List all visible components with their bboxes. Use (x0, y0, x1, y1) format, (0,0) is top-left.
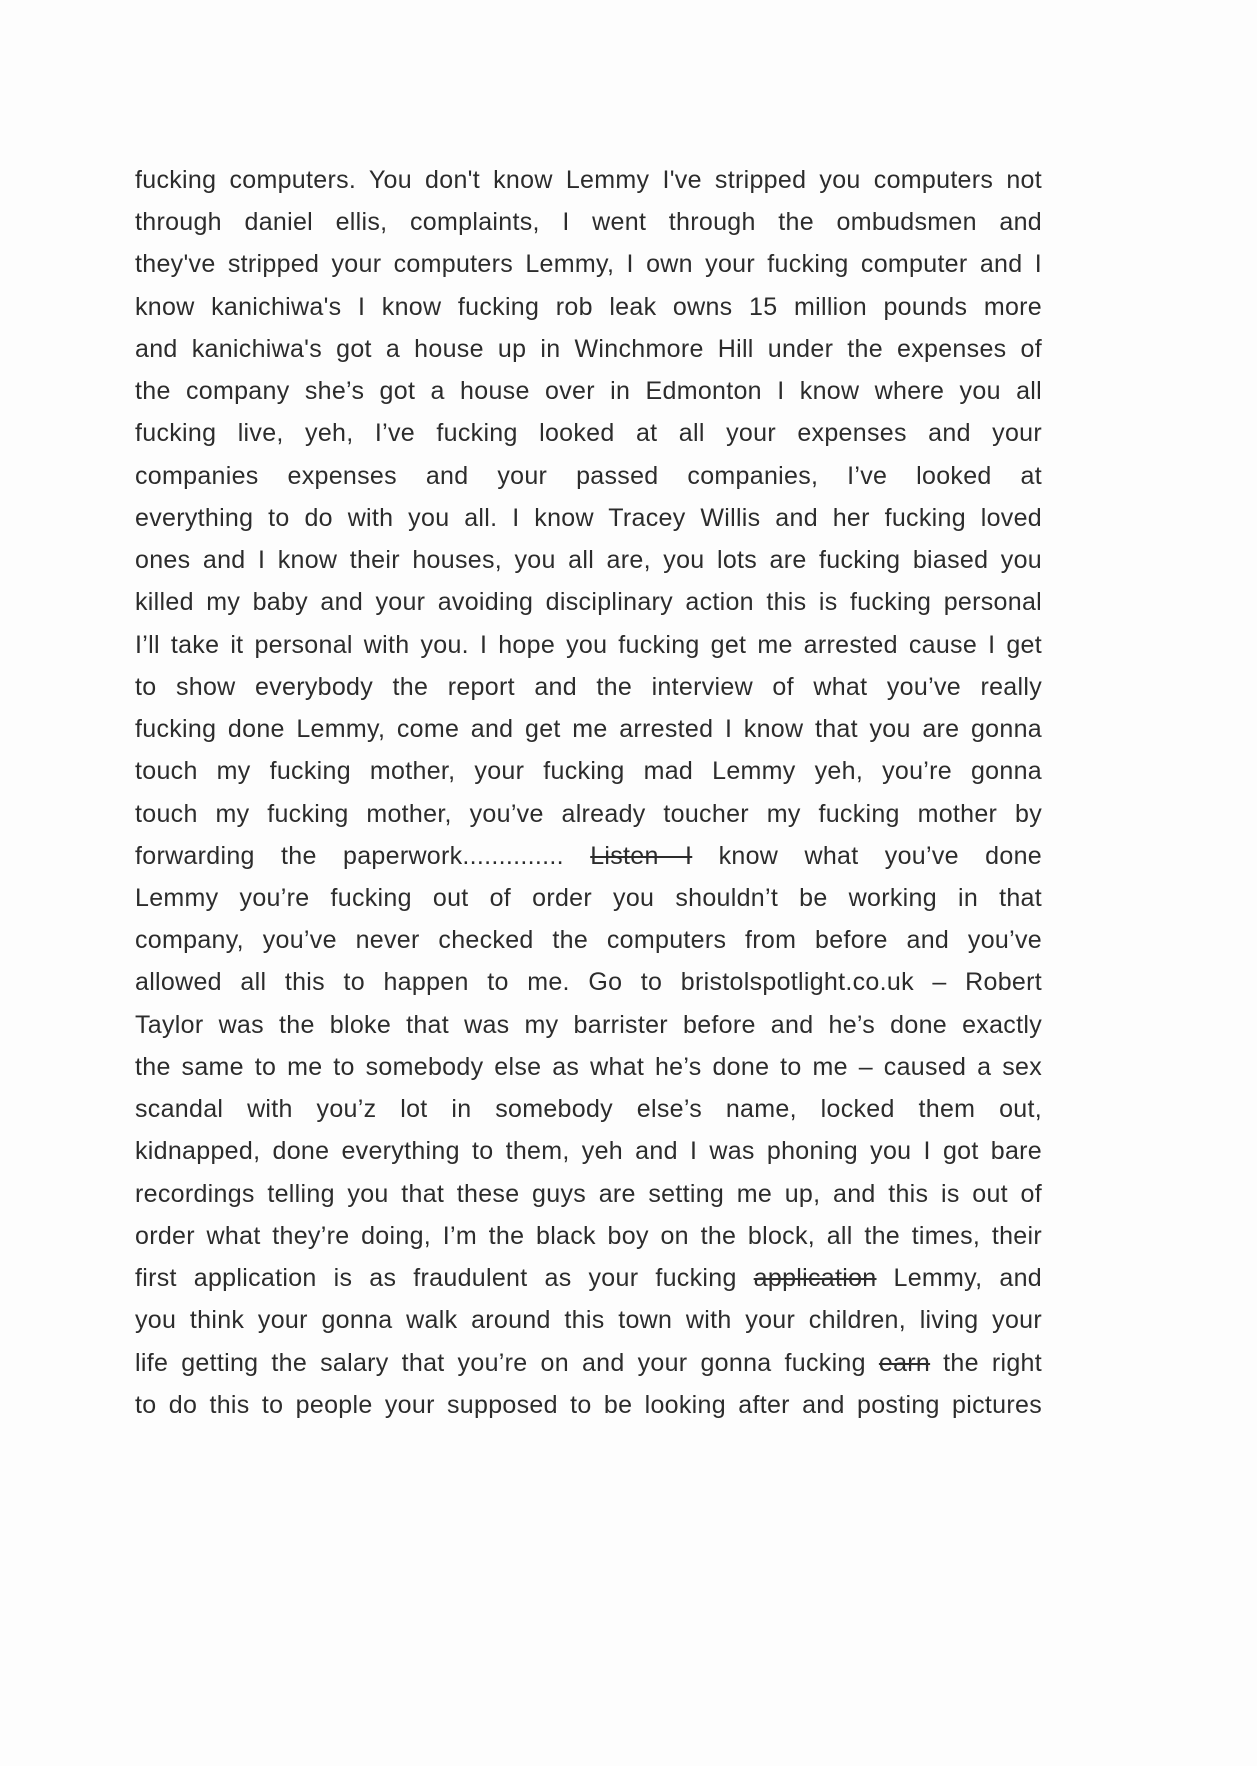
text-segment: Lemmy, and (876, 1264, 1042, 1293)
body-text (135, 159, 1042, 1426)
text-line: and kanichiwa's got a house up in Winchmore Hill under the expenses of (135, 334, 1042, 363)
text-segment: forwarding the paperwork.............. (135, 841, 591, 870)
struck-text: earn (878, 1348, 931, 1377)
text-line: I’ll take it personal with you. I hope you fucking get me arrested cause I get (135, 630, 1042, 659)
text-line: they've stripped your computers Lemmy, I own your fucking computer and I (135, 250, 1042, 279)
text-line: Lemmy you’re fucking out of order you shouldn’t be working in that (135, 883, 1042, 912)
text-line: the same to me to somebody else as what he’s done to me – caused a sex (135, 1052, 1042, 1081)
text-line: killed my baby and your avoiding disciplinary action this is fucking personal (135, 588, 1042, 617)
text-line: kidnapped, done everything to them, yeh and I was phoning you I got bare (135, 1137, 1042, 1166)
text-line: order what they’re doing, I’m the black boy on the block, all the times, their (135, 1221, 1042, 1250)
text-line: company, you’ve never checked the computers from before and you’ve (135, 926, 1042, 955)
text-segment: the right (930, 1348, 1042, 1377)
text-line: through daniel ellis, complaints, I went through the ombudsmen and (135, 208, 1042, 237)
text-line: companies expenses and your passed companies, I’ve looked at (135, 461, 1042, 490)
text-segment: life getting the salary that you’re on and your gonna fucking (135, 1348, 879, 1377)
text-line: to do this to people your supposed to be looking after and posting pictures (135, 1390, 1042, 1419)
text-line: touch my fucking mother, you’ve already toucher my fucking mother by (135, 799, 1042, 828)
text-line (135, 835, 1042, 877)
text-line: fucking done Lemmy, come and get me arrested I know that you are gonna (135, 715, 1042, 744)
text-line: you think your gonna walk around this town with your children, living your (135, 1306, 1042, 1335)
text-line: allowed all this to happen to me. Go to bristolspotlight.co.uk – Robert (135, 968, 1042, 997)
text-line: know kanichiwa's I know fucking rob leak owns 15 million pounds more (135, 292, 1042, 321)
text-segment: first application is as fraudulent as your fucking (135, 1264, 754, 1293)
text-line (135, 1342, 1042, 1384)
text-line: Taylor was the bloke that was my barrister before and he’s done exactly (135, 1010, 1042, 1039)
text-line: recordings telling you that these guys are setting me up, and this is out of (135, 1179, 1042, 1208)
text-line: the company she’s got a house over in Edmonton I know where you all (135, 377, 1042, 406)
text-line (135, 1257, 1042, 1299)
text-segment: know what you’ve done (692, 841, 1042, 870)
text-line: scandal with you’z lot in somebody else’s name, locked them out, (135, 1095, 1042, 1124)
text-line: fucking computers. You don't know Lemmy I've stripped you computers not (135, 166, 1042, 194)
struck-text: Listen I (590, 841, 693, 870)
text-line: fucking live, yeh, I’ve fucking looked at all your expenses and your (135, 419, 1042, 448)
text-line: everything to do with you all. I know Tracey Willis and her fucking loved (135, 503, 1042, 532)
text-line: to show everybody the report and the interview of what you’ve really (135, 672, 1042, 701)
struck-text: application (753, 1264, 877, 1293)
text-line: ones and I know their houses, you all are, you lots are fucking biased you (135, 546, 1042, 575)
text-line: touch my fucking mother, your fucking mad Lemmy yeh, you’re gonna (135, 757, 1042, 786)
